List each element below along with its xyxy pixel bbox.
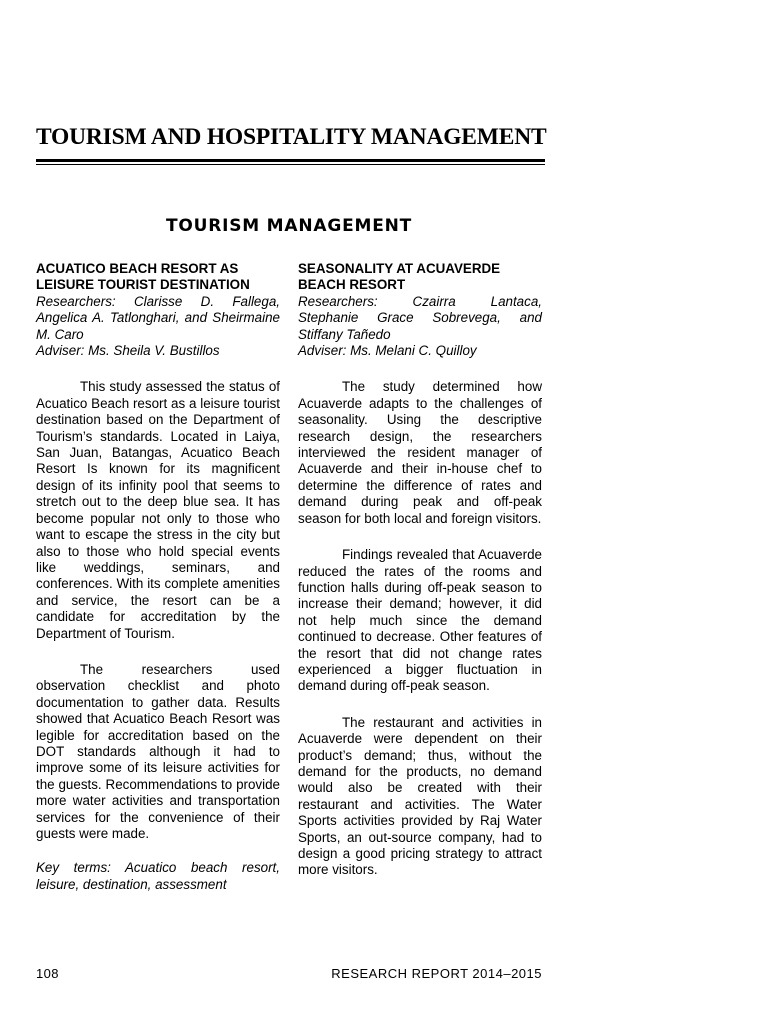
left-article-title: ACUATICO BEACH RESORT AS LEISURE TOURIST DESTINATION [36,261,250,293]
page-header-title: TOURISM AND HOSPITALITY MANAGEMENT [36,124,547,150]
right-article-title: SEASONALITY AT ACUAVERDE BEACH RESORT [298,261,501,293]
left-article-key-terms: Key terms: Acuatico beach resort, leisure, destination, assessment [36,860,280,892]
left-article-paragraph-1: This study assessed the status of Acuatico Beach resort as a leisure tourist destination based on the Department of Tourism’s standards. Located in Laiya, San Juan, Batangas, Acuatico Beach Resort Is known for its magnificent design of its infinity pool that seems to stretch out to the deep blue sea. It has become popular not only to those who want to escape the stress in the city but also to those who hold special events like weddings, seminars, and conferences. With its complete amenities and service, the resort can be a candidate for accreditation by the Department of Tourism. [36,379,280,641]
left-article [36,261,280,893]
right-article-researchers: Researchers: Czairra Lantaca, Stephanie Grace Sobrevega, and Stiffany Tañedo [298,293,542,342]
page-number: 108 [36,966,59,981]
right-article-adviser: Adviser: Ms. Melani C. Quilloy [298,343,477,359]
left-article-researchers: Researchers: Clarisse D. Fallega, Angelica A. Tatlonghari, and Sheirmaine M. Caro [36,293,280,342]
right-article-paragraph-2: Findings revealed that Acuaverde reduced the rates of the rooms and function halls during off-peak season to increase their demand; however, it did not help much since the demand continued to decrease. Other features of the resort that did not change rates experienced a bigger fluctuation in demand during off-peak season. [298,547,542,694]
header-rule-thin [36,164,545,165]
left-article-paragraph-2: The researchers used observation checklist and photo documentation to gather data. Results showed that Acuatico Beach Resort was legible for accreditation based on the DOT standards although it had to improve some of its leisure activities for the guests. Recommendations to provide more water activities and transportation services for the convenience of their guests were made. [36,661,280,841]
right-article-paragraph-3: The restaurant and activities in Acuaverde were dependent on their product’s demand; thus, without the demand for the products, no demand would also be created with their restaurant and activities. The Water Sports activities provided by Raj Water Sports, an out-source company, had to design a good pricing strategy to attract more visitors. [298,714,542,878]
section-title: TOURISM MANAGEMENT [165,216,413,236]
left-article-adviser: Adviser: Ms. Sheila V. Bustillos [36,343,220,359]
right-article-paragraph-1: The study determined how Acuaverde adapts to the challenges of seasonality. Using the descriptive research design, the researchers interviewed the resident manager of Acuaverde and their in-house chef to determine the difference of rates and demand during peak and off-peak season for both local and foreign visitors. [298,379,542,526]
right-article [298,261,542,879]
header-rule-thick [36,159,545,162]
footer-report-label: RESEARCH REPORT 2014–2015 [331,966,542,981]
